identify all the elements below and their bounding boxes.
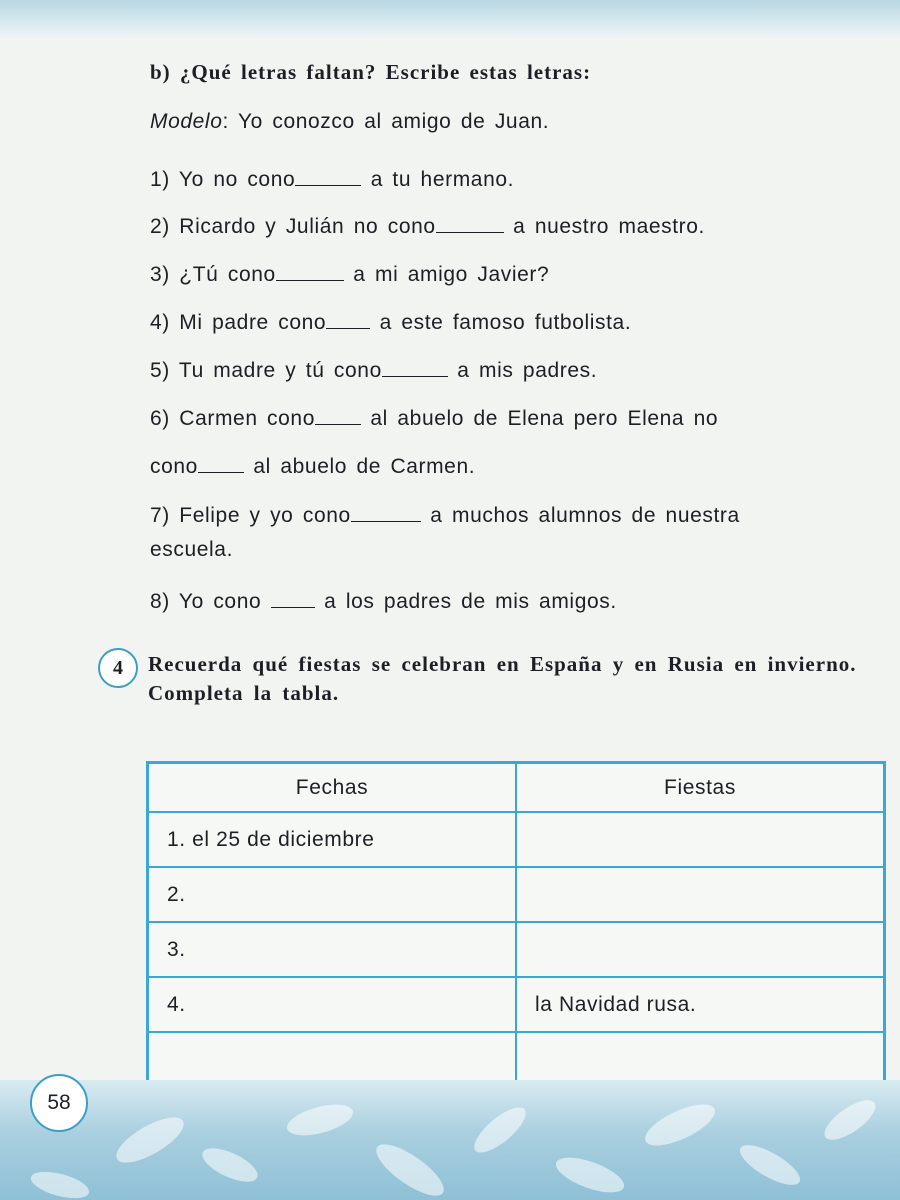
item-text: al abuelo de Elena pero Elena no bbox=[360, 407, 719, 430]
answer-blank bbox=[436, 214, 504, 233]
answer-blank bbox=[295, 167, 361, 186]
date-cell[interactable]: 1. el 25 de diciembre bbox=[148, 812, 517, 867]
item-text: a los padres de mis amigos. bbox=[314, 590, 617, 613]
exercise-item bbox=[150, 454, 475, 479]
item-text: cono bbox=[150, 455, 198, 478]
date-cell[interactable]: 2. bbox=[148, 867, 517, 922]
model-line bbox=[150, 110, 549, 134]
column-header-fechas: Fechas bbox=[148, 763, 517, 813]
item-text: 7) Felipe y yo cono bbox=[150, 504, 351, 527]
exercise-item-continuation bbox=[150, 538, 233, 562]
answer-blank bbox=[198, 454, 244, 473]
exercise-item bbox=[150, 167, 514, 192]
exercise-item bbox=[150, 589, 617, 614]
item-text: 6) Carmen cono bbox=[150, 407, 315, 430]
table-row bbox=[148, 977, 885, 1032]
exercise-item bbox=[150, 406, 888, 431]
exercise-item bbox=[150, 503, 740, 528]
item-text: 4) Mi padre cono bbox=[150, 311, 327, 334]
item-text: 2) Ricardo y Julián no cono bbox=[150, 215, 436, 238]
date-cell[interactable]: 3. bbox=[148, 922, 517, 977]
item-text: 5) Tu madre y tú cono bbox=[150, 359, 382, 382]
table-row bbox=[148, 922, 885, 977]
exercise-b-heading: b) ¿Qué letras faltan? Escribe estas letras: bbox=[150, 60, 592, 84]
answer-blank bbox=[351, 503, 421, 522]
answer-blank bbox=[326, 310, 370, 329]
item-text: al abuelo de Carmen. bbox=[243, 455, 476, 478]
item-text: 3) ¿Tú cono bbox=[150, 263, 276, 286]
model-label: Modelo bbox=[150, 110, 223, 133]
exercise-4-instructions: Recuerda qué fiestas se celebran en España y en Rusia en invierno. Completa la tabla. bbox=[148, 652, 857, 705]
item-text: a muchos alumnos de nuestra bbox=[420, 504, 740, 527]
holiday-cell[interactable]: la Navidad rusa. bbox=[516, 977, 885, 1032]
model-text: : Yo conozco al amigo de Juan. bbox=[222, 110, 550, 133]
holiday-cell[interactable] bbox=[516, 812, 885, 867]
item-text: escuela. bbox=[150, 538, 234, 561]
leaf-pattern-decoration bbox=[0, 1080, 900, 1200]
date-cell[interactable]: 4. bbox=[148, 977, 517, 1032]
bottom-decorative-band bbox=[0, 1080, 900, 1200]
item-text: a nuestro maestro. bbox=[503, 215, 705, 238]
item-text: a mi amigo Javier? bbox=[343, 263, 550, 286]
table-row bbox=[148, 812, 885, 867]
exercise-item bbox=[150, 214, 705, 239]
table-row bbox=[148, 867, 885, 922]
answer-blank bbox=[382, 358, 448, 377]
holidays-table bbox=[146, 761, 886, 1089]
item-text: 8) Yo cono bbox=[150, 590, 271, 613]
exercise-item bbox=[150, 310, 631, 335]
exercise-number-badge: 4 bbox=[98, 648, 138, 688]
item-text: a este famoso futbolista. bbox=[370, 311, 632, 334]
exercise-item bbox=[150, 262, 549, 287]
holiday-cell[interactable] bbox=[516, 922, 885, 977]
answer-blank bbox=[276, 262, 344, 281]
top-decorative-band bbox=[0, 0, 900, 40]
item-text: 1) Yo no cono bbox=[150, 168, 296, 191]
page-number: 58 bbox=[30, 1074, 88, 1132]
item-text: a tu hermano. bbox=[361, 168, 515, 191]
table-header-row bbox=[148, 763, 885, 813]
item-text: a mis padres. bbox=[447, 359, 598, 382]
answer-blank bbox=[315, 406, 361, 425]
exercise-item bbox=[150, 358, 597, 383]
holiday-cell[interactable] bbox=[516, 867, 885, 922]
column-header-fiestas: Fiestas bbox=[516, 763, 885, 813]
answer-blank bbox=[271, 589, 315, 608]
